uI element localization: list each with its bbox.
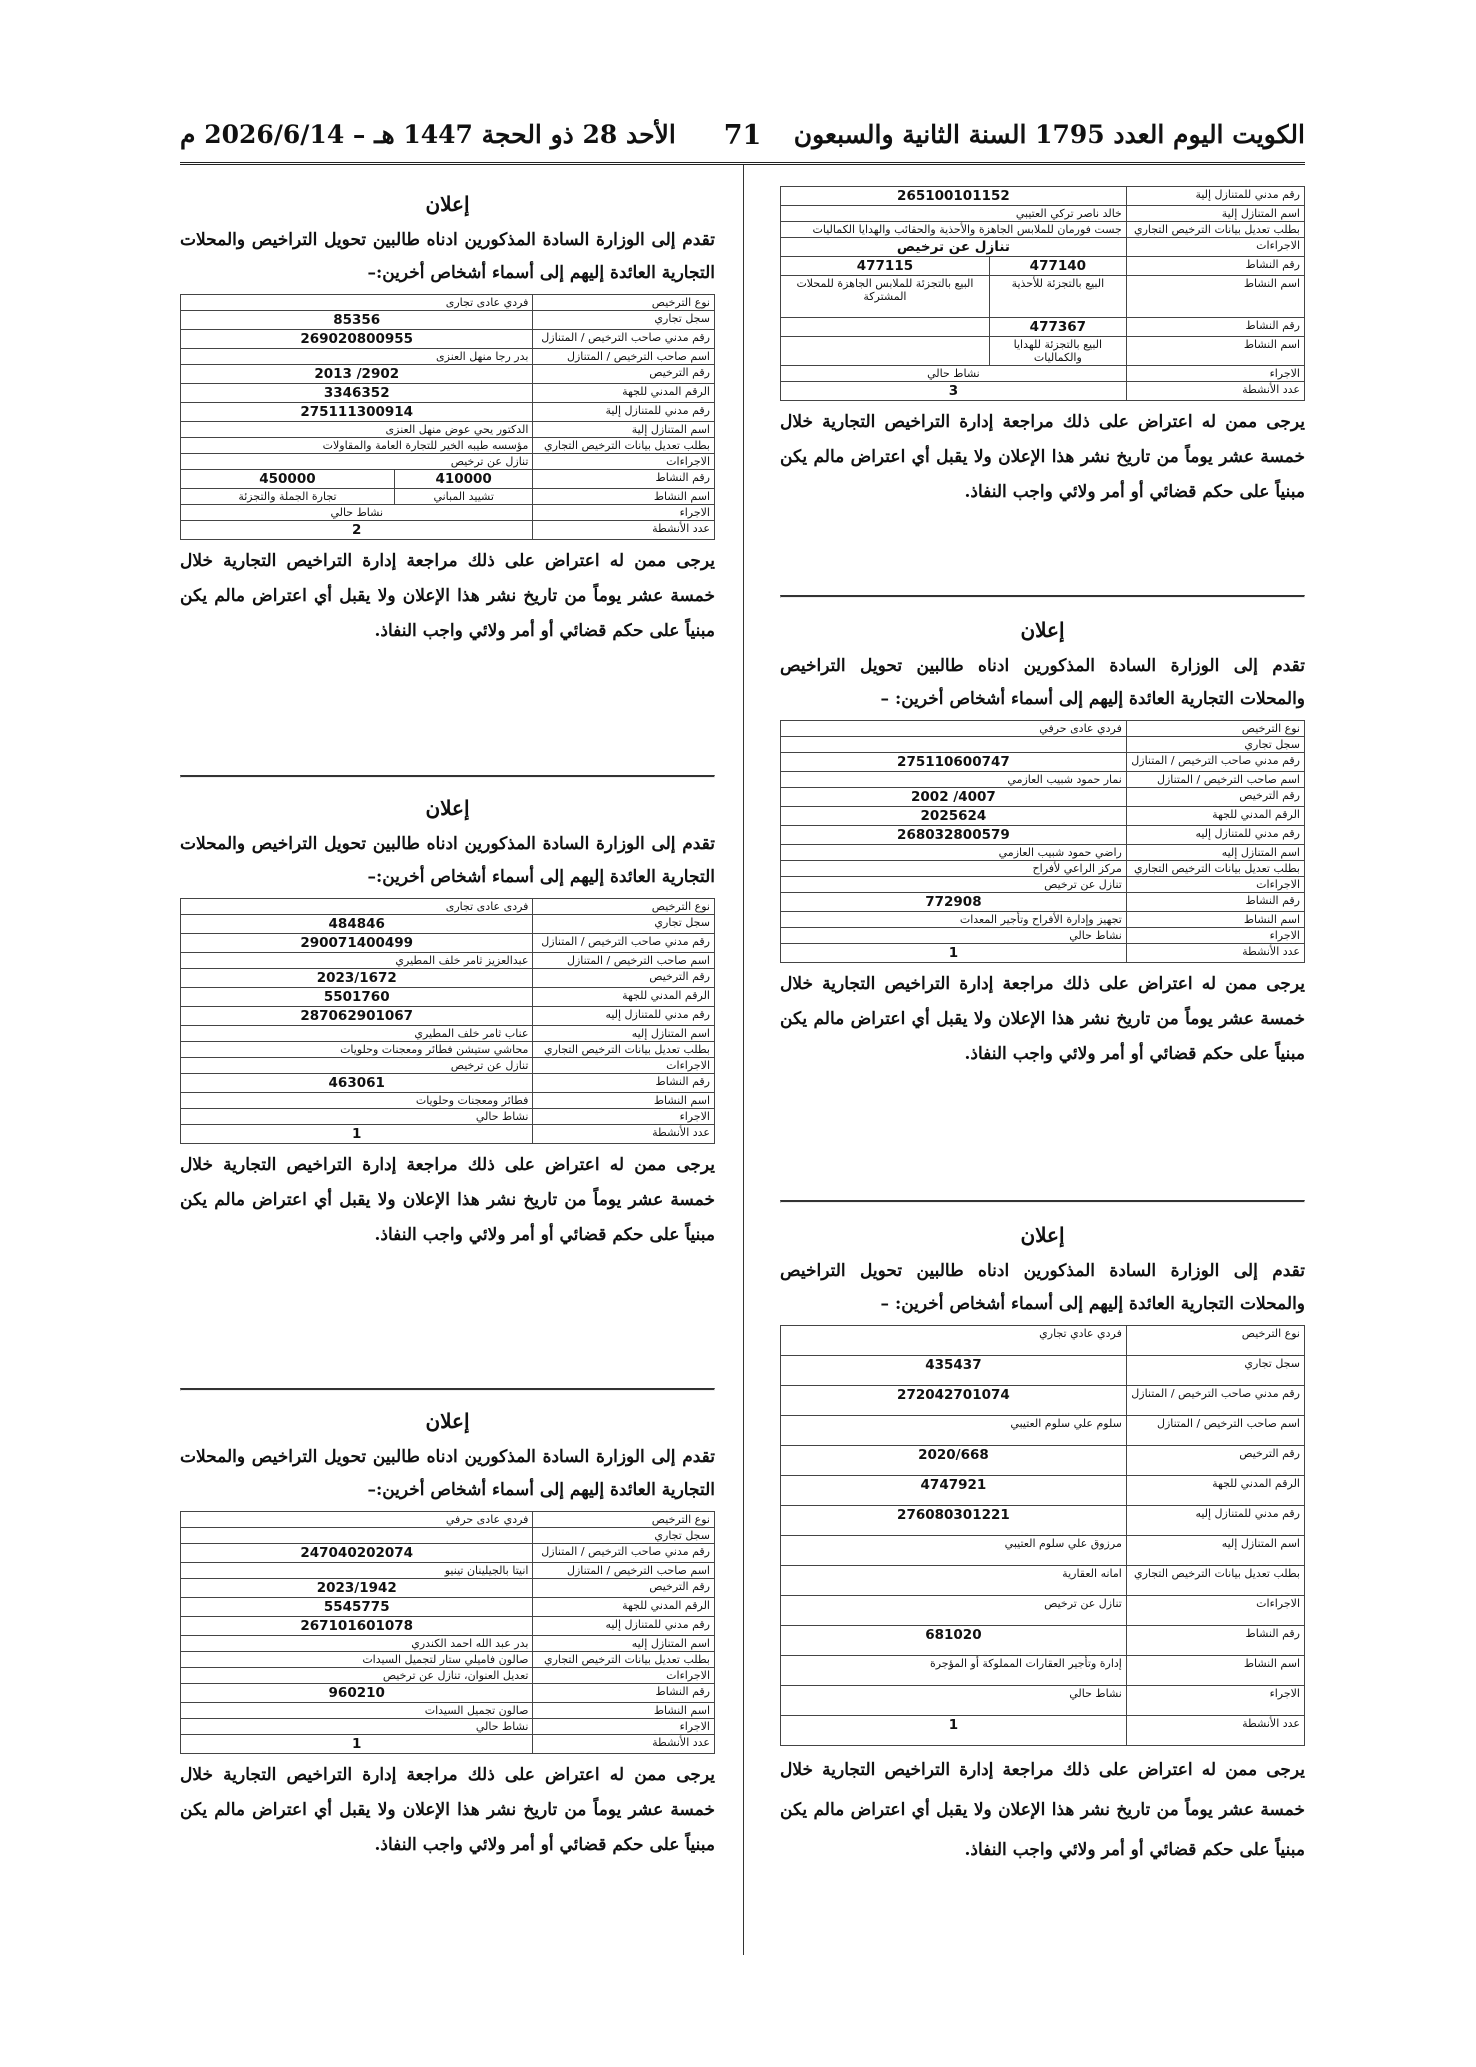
field-value: 450000 (181, 470, 395, 489)
field-value: 484846 (181, 915, 533, 934)
separator (180, 1388, 715, 1391)
table-row (181, 1598, 715, 1617)
field-label: الاجراءات (533, 1058, 715, 1074)
field-value: 267101601078 (181, 1617, 533, 1636)
field-value: 272042701074 (781, 1386, 1127, 1416)
table-row (181, 438, 715, 454)
field-label: رقم النشاط (1126, 257, 1304, 276)
field-label: نوع الترخيص (1126, 1326, 1304, 1356)
field-label: اسم المتنازل إليه (533, 1026, 715, 1042)
field-label: رقم مدني صاحب الترخيص / المتنازل (533, 1544, 715, 1563)
field-label: رقم الترخيص (533, 365, 715, 384)
field-value: 1 (781, 1716, 1127, 1746)
table-row (181, 1058, 715, 1074)
table-row (181, 295, 715, 311)
separator (780, 595, 1305, 598)
field-label: رقم النشاط (533, 470, 715, 489)
table-row (181, 1684, 715, 1703)
table-row (181, 1703, 715, 1719)
notice-intro: تقدم إلى الوزارة السادة المذكورين ادناه طالبين تحويل التراخيص والمحلات التجارية العائدة إليهم إلى أسماء أشخاص أخرين:– (180, 834, 715, 887)
notice-title: إعلان (425, 1409, 470, 1433)
field-value: نشاط حالي (781, 1686, 1127, 1716)
field-value: 5501760 (181, 988, 533, 1007)
field-value: 2023/1672 (181, 969, 533, 988)
field-value: صالون فاميلي ستار لتجميل السيدات (181, 1652, 533, 1668)
field-label: الرقم المدني للجهة (533, 1598, 715, 1617)
table-row (781, 276, 1305, 318)
notice-table (180, 294, 715, 540)
field-value: 275110600747 (781, 753, 1127, 772)
notice-table (780, 720, 1305, 963)
field-value: فردى عادى تجارى (181, 899, 533, 915)
field-label: رقم الترخيص (1126, 788, 1304, 807)
field-value: فردي عادي تجاري (781, 1326, 1127, 1356)
field-value: 2902/ 2013 (181, 365, 533, 384)
field-label: الاجراء (1126, 366, 1304, 382)
field-label: الاجراءات (1126, 1596, 1304, 1626)
field-value: 463061 (181, 1074, 533, 1093)
field-value: سلوم علي سلوم العتيبي (781, 1416, 1127, 1446)
table-row (781, 366, 1305, 382)
field-value: مركز الراعي لأفراح (781, 861, 1127, 877)
field-label: الاجراءات (533, 1668, 715, 1684)
field-label: رقم مدني صاحب الترخيص / المتنازل (533, 330, 715, 349)
table-row (781, 1416, 1305, 1446)
empty-cell (781, 318, 990, 337)
field-label: الاجراء (533, 1109, 715, 1125)
field-value: 276080301221 (781, 1506, 1127, 1536)
table-row (181, 330, 715, 349)
field-label: سجل تجاري (533, 1528, 715, 1544)
field-value: 5545775 (181, 1598, 533, 1617)
table-row (781, 737, 1305, 753)
field-value: نشاط حالي (181, 505, 533, 521)
field-label: رقم الترخيص (533, 1579, 715, 1598)
field-value: تجارة الجملة والتجزئة (181, 489, 395, 505)
table-row (181, 969, 715, 988)
field-value: 290071400499 (181, 934, 533, 953)
notice-left-2 (180, 775, 715, 1253)
column-divider (743, 165, 744, 1955)
field-value: نمار حمود شبيب العازمي (781, 772, 1127, 788)
field-label: الاجراءات (1126, 877, 1304, 893)
field-label: اسم المتنازل إليه (533, 1636, 715, 1652)
field-label: رقم مدني للمتنازل إلية (1126, 187, 1304, 206)
table-row (781, 238, 1305, 257)
field-label: رقم مدني للمتنازل إليه (533, 1617, 715, 1636)
table-row (781, 1506, 1305, 1536)
notice-table (780, 1325, 1305, 1746)
field-value: 435437 (781, 1356, 1127, 1386)
field-label: الرقم المدني للجهة (1126, 1476, 1304, 1506)
field-value: نشاط حالي (181, 1109, 533, 1125)
table-row (181, 505, 715, 521)
table-row (181, 384, 715, 403)
table-row (781, 861, 1305, 877)
field-value: نشاط حالي (781, 366, 1127, 382)
field-label: اسم النشاط (533, 1703, 715, 1719)
field-label: الاجراءات (533, 454, 715, 470)
table-row (781, 845, 1305, 861)
field-value: فردي عادى تجارى (181, 295, 533, 311)
field-value: 275111300914 (181, 403, 533, 422)
field-label: عدد الأنشطة (1126, 1716, 1304, 1746)
table-row (181, 365, 715, 384)
issue-date: الأحد 28 ذو الحجة 1447 هـ – 2026/6/14 م (180, 120, 676, 149)
field-value: امانه العقارية (781, 1566, 1127, 1596)
field-value: 2023/1942 (181, 1579, 533, 1598)
field-label: سجل تجاري (1126, 1356, 1304, 1386)
table-row (781, 1446, 1305, 1476)
table-row (181, 1042, 715, 1058)
table-row (781, 721, 1305, 737)
table-row (781, 1356, 1305, 1386)
table-row (181, 1074, 715, 1093)
field-label: بطلب تعديل بيانات الترخيص التجاري (533, 1652, 715, 1668)
field-label: الاجراء (533, 505, 715, 521)
field-value: تشييد المباني (394, 489, 533, 505)
notice-right-3 (780, 1200, 1305, 1870)
field-label: اسم النشاط (533, 489, 715, 505)
table-row (181, 311, 715, 330)
field-label: اسم صاحب الترخيص / المتنازل (533, 1563, 715, 1579)
notice-right-1 (780, 186, 1305, 510)
table-row (781, 1626, 1305, 1656)
field-value: عناب ثامر خلف المطيري (181, 1026, 533, 1042)
table-row (181, 899, 715, 915)
field-label: رقم النشاط (533, 1074, 715, 1093)
table-row (781, 1596, 1305, 1626)
table-row (781, 912, 1305, 928)
field-value: تعديل العنوان، تنازل عن ترخيص (181, 1668, 533, 1684)
field-value: 4007/ 2002 (781, 788, 1127, 807)
field-label: رقم النشاط (1126, 318, 1304, 337)
page-number: 71 (723, 120, 762, 151)
empty-cell (781, 337, 990, 366)
field-label: رقم مدني للمتنازل إليه (1126, 826, 1304, 845)
table-row (181, 1528, 715, 1544)
field-label: الرقم المدني للجهة (1126, 807, 1304, 826)
table-row (781, 382, 1305, 401)
table-row (181, 403, 715, 422)
field-label: بطلب تعديل بيانات الترخيص التجاري (1126, 861, 1304, 877)
field-value: مرزوق علي سلوم العتيبي (781, 1536, 1127, 1566)
field-value: 410000 (394, 470, 533, 489)
field-label: سجل تجاري (533, 915, 715, 934)
field-label: بطلب تعديل بيانات الترخيص التجاري (1126, 1566, 1304, 1596)
field-value: تنازل عن ترخيص (781, 877, 1127, 893)
table-row (181, 1007, 715, 1026)
field-value: بدر عبد الله احمد الكندري (181, 1636, 533, 1652)
field-label: عدد الأنشطة (533, 521, 715, 540)
field-label: رقم الترخيص (533, 969, 715, 988)
table-row (181, 1093, 715, 1109)
notice-intro: تقدم إلى الوزارة السادة المذكورين ادناه طالبين تحويل التراخيص والمحلات التجارية العائدة إليهم إلى أسماء أشخاص أخرين:– (180, 230, 715, 283)
objection-note: يرجى ممن له اعتراض على ذلك مراجعة إدارة التراخيص التجارية خلال خمسة عشر يوماً من تاريخ نشر هذا الإعلان ولا يقبل أي اعتراض مالم يكن مبنياً على حكم قضائي أو أمر ولائي واجب النفاذ. (180, 551, 715, 641)
table-row (781, 257, 1305, 276)
field-label: عدد الأنشطة (1126, 382, 1304, 401)
field-value: 2020/668 (781, 1446, 1127, 1476)
table-row (781, 1566, 1305, 1596)
field-label: اسم النشاط (1126, 276, 1304, 318)
table-row (181, 934, 715, 953)
notice-table (180, 898, 715, 1144)
field-value (181, 1528, 533, 1544)
field-value: 772908 (781, 893, 1127, 912)
field-value: نشاط حالي (781, 928, 1127, 944)
notice-right-2 (780, 595, 1305, 1072)
field-label: سجل تجاري (1126, 737, 1304, 753)
notice-left-1 (180, 192, 715, 649)
table-row (181, 1026, 715, 1042)
table-row (781, 1386, 1305, 1416)
field-label: نوع الترخيص (533, 295, 715, 311)
field-label: اسم المتنازل إليه (1126, 845, 1304, 861)
field-value: عبدالعزيز ثامر خلف المطيري (181, 953, 533, 969)
table-row (781, 1326, 1305, 1356)
field-value: تنازل عن ترخيص (181, 1058, 533, 1074)
field-value: فطائر ومعجنات وحلويات (181, 1093, 533, 1109)
field-value: جست فورمان للملابس الجاهزة والأحذية والحقائب والهدايا الكماليات (781, 222, 1127, 238)
field-value: صالون تجميل السيدات (181, 1703, 533, 1719)
field-label: نوع الترخيص (533, 1512, 715, 1528)
objection-note: يرجى ممن له اعتراض على ذلك مراجعة إدارة التراخيص التجارية خلال خمسة عشر يوماً من تاريخ نشر هذا الإعلان ولا يقبل أي اعتراض مالم يكن مبنياً على حكم قضائي أو أمر ولائي واجب النفاذ. (780, 1760, 1305, 1860)
notice-title: إعلان (1020, 1223, 1065, 1247)
field-label: بطلب تعديل بيانات الترخيص التجاري (533, 1042, 715, 1058)
field-value: انيتا بالجيلينان تينيو (181, 1563, 533, 1579)
table-row (781, 1716, 1305, 1746)
field-label: عدد الأنشطة (533, 1735, 715, 1754)
field-label: رقم مدني صاحب الترخيص / المتنازل (1126, 753, 1304, 772)
table-row (781, 753, 1305, 772)
table-row (181, 915, 715, 934)
table-row (181, 489, 715, 505)
table-row (181, 988, 715, 1007)
field-label: اسم صاحب الترخيص / المتنازل (533, 349, 715, 365)
objection-note: يرجى ممن له اعتراض على ذلك مراجعة إدارة التراخيص التجارية خلال خمسة عشر يوماً من تاريخ نشر هذا الإعلان ولا يقبل أي اعتراض مالم يكن مبنياً على حكم قضائي أو أمر ولائي واجب النفاذ. (180, 1765, 715, 1855)
notice-title: إعلان (1020, 618, 1065, 642)
field-value: إدارة وتأجير العقارات المملوكة أو المؤجرة (781, 1656, 1127, 1686)
field-label: نوع الترخيص (533, 899, 715, 915)
field-value: 2025624 (781, 807, 1127, 826)
field-label: الاجراءات (1126, 238, 1304, 257)
table-row (781, 807, 1305, 826)
field-value: فردي عادى حرفي (181, 1512, 533, 1528)
field-value: محاشي ستيشن فطائر ومعجنات وحلويات (181, 1042, 533, 1058)
field-value: راضي حمود شبيب العازمي (781, 845, 1127, 861)
field-value: 1 (181, 1735, 533, 1754)
field-label: عدد الأنشطة (533, 1125, 715, 1144)
field-label: بطلب تعديل بيانات الترخيص التجاري (533, 438, 715, 454)
table-row (181, 349, 715, 365)
field-value: 287062901067 (181, 1007, 533, 1026)
gazette-issue: الكويت اليوم العدد 1795 السنة الثانية والسبعون (793, 120, 1305, 149)
table-row (181, 1544, 715, 1563)
field-label: اسم المتنازل إلية (533, 422, 715, 438)
field-label: اسم صاحب الترخيص / المتنازل (1126, 772, 1304, 788)
field-value: تنازل عن ترخيص (181, 454, 533, 470)
field-value: 3 (781, 382, 1127, 401)
table-row (781, 1536, 1305, 1566)
field-label: بطلب تعديل بيانات الترخيص التجاري (1126, 222, 1304, 238)
field-label: رقم مدني للمتنازل إليه (1126, 1506, 1304, 1536)
field-label: الرقم المدني للجهة (533, 384, 715, 403)
field-label: رقم مدني صاحب الترخيص / المتنازل (1126, 1386, 1304, 1416)
field-value: 268032800579 (781, 826, 1127, 845)
field-value: 247040202074 (181, 1544, 533, 1563)
field-value: تنازل عن ترخيص (781, 1596, 1127, 1626)
field-value: 1 (781, 944, 1127, 963)
table-row (781, 893, 1305, 912)
table-row (781, 826, 1305, 845)
objection-note: يرجى ممن له اعتراض على ذلك مراجعة إدارة التراخيص التجارية خلال خمسة عشر يوماً من تاريخ نشر هذا الإعلان ولا يقبل أي اعتراض مالم يكن مبنياً على حكم قضائي أو أمر ولائي واجب النفاذ. (780, 412, 1305, 502)
field-label: اسم المتنازل إلية (1126, 206, 1304, 222)
field-label: الاجراء (1126, 928, 1304, 944)
table-row (181, 454, 715, 470)
table-row (781, 222, 1305, 238)
table-row (181, 1636, 715, 1652)
notice-intro: تقدم إلى الوزارة السادة المذكورين ادناه طالبين تحويل التراخيص والمحلات التجارية العائدة إليهم إلى أسماء أشخاص أخرين: – (780, 656, 1305, 709)
notice-table (780, 186, 1305, 401)
field-value: 477140 (989, 257, 1126, 276)
notice-intro: تقدم إلى الوزارة السادة المذكورين ادناه طالبين تحويل التراخيص والمحلات التجارية العائدة إليهم إلى أسماء أشخاص أخرين:– (180, 1447, 715, 1500)
field-value: الدكتور يحي عوض منهل العنزى (181, 422, 533, 438)
table-row (181, 1652, 715, 1668)
table-row (181, 1125, 715, 1144)
field-label: اسم المتنازل إليه (1126, 1536, 1304, 1566)
field-value: البيع بالتجزئة للأحذية (989, 276, 1126, 318)
field-value (781, 737, 1127, 753)
field-label: اسم النشاط (1126, 337, 1304, 366)
field-value: فردي عادى حرفي (781, 721, 1127, 737)
table-row (781, 928, 1305, 944)
field-value: 681020 (781, 1626, 1127, 1656)
table-row (181, 1512, 715, 1528)
notice-title: إعلان (425, 192, 470, 216)
field-label: رقم مدني للمتنازل إليه (533, 1007, 715, 1026)
table-row (181, 953, 715, 969)
separator (180, 775, 715, 778)
objection-note: يرجى ممن له اعتراض على ذلك مراجعة إدارة التراخيص التجارية خلال خمسة عشر يوماً من تاريخ نشر هذا الإعلان ولا يقبل أي اعتراض مالم يكن مبنياً على حكم قضائي أو أمر ولائي واجب النفاذ. (180, 1155, 715, 1245)
field-value: نشاط حالي (181, 1719, 533, 1735)
field-label: سجل تجاري (533, 311, 715, 330)
field-label: الاجراء (1126, 1686, 1304, 1716)
field-value: 85356 (181, 311, 533, 330)
field-label: رقم الترخيص (1126, 1446, 1304, 1476)
table-row (181, 1563, 715, 1579)
field-label: الرقم المدني للجهة (533, 988, 715, 1007)
table-row (181, 1719, 715, 1735)
field-value: مؤسسه طيبه الخير للتجارة العامة والمقاولات (181, 438, 533, 454)
table-row (181, 1617, 715, 1636)
field-value: 3346352 (181, 384, 533, 403)
table-row (781, 944, 1305, 963)
field-label: عدد الأنشطة (1126, 944, 1304, 963)
table-row (181, 1579, 715, 1598)
field-value: البيع بالتجزئة للملابس الجاهزة للمحلات المشتركة (781, 276, 990, 318)
notice-left-3 (180, 1388, 715, 1863)
field-label: رقم النشاط (533, 1684, 715, 1703)
separator (780, 1200, 1305, 1203)
field-label: رقم مدني صاحب الترخيص / المتنازل (533, 934, 715, 953)
table-row (781, 337, 1305, 366)
field-label: اسم صاحب الترخيص / المتنازل (1126, 1416, 1304, 1446)
table-row (781, 318, 1305, 337)
table-row (781, 1656, 1305, 1686)
page-header (180, 120, 1305, 156)
field-label: الاجراء (533, 1719, 715, 1735)
field-value: 4747921 (781, 1476, 1127, 1506)
objection-note: يرجى ممن له اعتراض على ذلك مراجعة إدارة التراخيص التجارية خلال خمسة عشر يوماً من تاريخ نشر هذا الإعلان ولا يقبل أي اعتراض مالم يكن مبنياً على حكم قضائي أو أمر ولائي واجب النفاذ. (780, 974, 1305, 1064)
notice-title: إعلان (425, 796, 470, 820)
field-value: تجهيز وإدارة الأفراح وتأجير المعدات (781, 912, 1127, 928)
table-row (181, 521, 715, 540)
table-row (181, 1668, 715, 1684)
table-row (781, 788, 1305, 807)
field-value: تنازل عن ترخيص (781, 238, 1127, 257)
field-label: رقم النشاط (1126, 1626, 1304, 1656)
field-value: 2 (181, 521, 533, 540)
field-value: 265100101152 (781, 187, 1127, 206)
field-label: اسم النشاط (533, 1093, 715, 1109)
field-label: رقم النشاط (1126, 893, 1304, 912)
field-value: 1 (181, 1125, 533, 1144)
table-row (781, 1686, 1305, 1716)
field-value: خالد ناصر تركي العتيبي (781, 206, 1127, 222)
field-value: 960210 (181, 1684, 533, 1703)
field-value: بدر رجا منهل العنزى (181, 349, 533, 365)
table-row (181, 1109, 715, 1125)
field-value: 269020800955 (181, 330, 533, 349)
field-label: نوع الترخيص (1126, 721, 1304, 737)
table-row (781, 206, 1305, 222)
field-label: رقم مدني للمتنازل إلية (533, 403, 715, 422)
field-value: البيع بالتجزئة للهدايا والكماليات (989, 337, 1126, 366)
table-row (781, 187, 1305, 206)
table-row (781, 1476, 1305, 1506)
field-value: 477115 (781, 257, 990, 276)
notice-table (180, 1511, 715, 1754)
table-row (781, 877, 1305, 893)
field-label: اسم النشاط (1126, 1656, 1304, 1686)
table-row (181, 470, 715, 489)
table-row (781, 772, 1305, 788)
field-value: 477367 (989, 318, 1126, 337)
table-row (181, 422, 715, 438)
notice-intro: تقدم إلى الوزارة السادة المذكورين ادناه طالبين تحويل التراخيص والمحلات التجارية العائدة إليهم إلى أسماء أشخاص أخرين: – (780, 1261, 1305, 1314)
field-label: اسم صاحب الترخيص / المتنازل (533, 953, 715, 969)
table-row (181, 1735, 715, 1754)
field-label: اسم النشاط (1126, 912, 1304, 928)
